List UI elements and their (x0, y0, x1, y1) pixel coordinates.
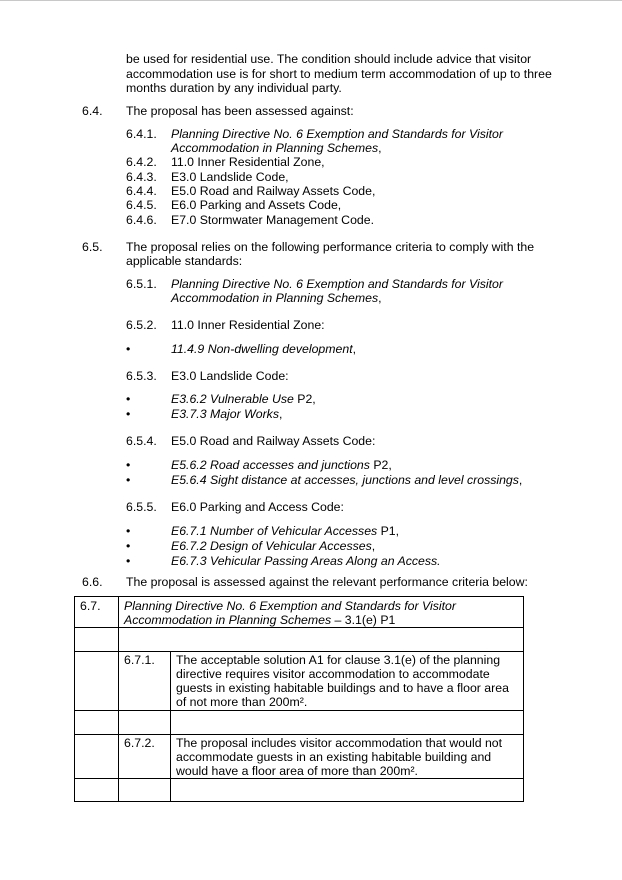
item-6-4-2-text: 11.0 Inner Residential Zone, (171, 155, 325, 169)
table-row-6-7-1-line-1: The acceptable solution A1 for clause 3.1(e) of the planning (176, 653, 501, 667)
section-6-5-line-1: The proposal relies on the following performance criteria to comply with the (126, 240, 535, 254)
item-6-4-3-number: 6.4.3. (126, 170, 157, 184)
table-row-6-7-1-number: 6.7.1. (124, 653, 155, 667)
table-heading-line-1: Planning Directive No. 6 Exemption and Standards for Visitor (124, 599, 456, 613)
table-section-number: 6.7. (80, 599, 101, 613)
item-6-4-3-text: E3.0 Landslide Code, (171, 170, 289, 184)
item-6-5-1-title: Accommodation in Planning Schemes (171, 291, 379, 305)
bullet-item-suffix: , (518, 473, 523, 487)
bullet-item-e6-7-2 (171, 539, 375, 554)
bullet-item-title: E5.6.4 Sight distance at accesses, junctions and level crossings (171, 473, 519, 487)
bullet-item-title: E6.7.2 Design of Vehicular Accesses (171, 539, 372, 553)
bullet: • (126, 554, 131, 568)
bullet: • (126, 524, 131, 538)
item-6-4-5-number: 6.4.5. (126, 198, 157, 212)
item-6-4-1-line-2 (171, 141, 382, 156)
table-row-6-7-1-line-4: of not more than 200m². (176, 695, 308, 709)
bullet-item-suffix: , (278, 407, 283, 421)
section-6-6-number: 6.6. (82, 575, 103, 589)
bullet-item-e6-7-1 (171, 524, 399, 539)
item-6-4-5-text: E6.0 Parking and Assets Code, (171, 198, 342, 212)
table-row-6-7-2-line-1: The proposal includes visitor accommodation that would not (176, 736, 503, 750)
table-row-divider (74, 710, 524, 711)
bullet-item-title: E5.6.2 Road accesses and junctions (171, 458, 370, 472)
bullet: • (126, 539, 131, 553)
item-6-5-2-text: 11.0 Inner Residential Zone: (171, 318, 325, 332)
item-6-5-3-text: E3.0 Landslide Code: (171, 369, 289, 383)
bullet: • (126, 473, 131, 487)
table-column-divider (170, 651, 171, 802)
bullet-item-title: E6.7.1 Number of Vehicular Accesses (171, 524, 378, 538)
item-6-4-6-text: E7.0 Stormwater Management Code. (171, 213, 375, 227)
item-6-5-5-number: 6.5.5. (126, 500, 157, 514)
item-6-4-1-number: 6.4.1. (126, 127, 157, 141)
bullet: • (126, 342, 131, 356)
section-6-6-text: The proposal is assessed against the relevant performance criteria below: (126, 575, 528, 589)
item-6-5-1-line-2 (171, 291, 382, 306)
item-6-4-4-number: 6.4.4. (126, 184, 157, 198)
table-row-6-7-2-number: 6.7.2. (124, 736, 155, 750)
bullet-item-suffix: , (352, 342, 357, 356)
bullet-item-suffix: , (371, 539, 376, 553)
bullet-item-suffix: P2, (369, 458, 392, 472)
item-6-5-1-line-1: Planning Directive No. 6 Exemption and Standards for Visitor (171, 277, 503, 291)
bullet-item-e3-6-2 (171, 392, 316, 407)
table-heading-line-2 (124, 613, 395, 628)
section-6-4-number: 6.4. (82, 104, 103, 118)
table-row-6-7-1-line-2: directive requires visitor accommodation to accommodate (176, 667, 490, 681)
item-6-4-6-number: 6.4.6. (126, 213, 157, 227)
table-heading-title: Accommodation in Planning Schemes (124, 613, 332, 627)
intro-line-2: accommodation use is for short to medium term accommodation of up to three (126, 67, 552, 81)
bullet-item-e6-7-3: E6.7.3 Vehicular Passing Areas Along an Access. (171, 554, 441, 568)
section-6-5-number: 6.5. (82, 240, 103, 254)
item-6-4-1-suffix: , (378, 141, 382, 155)
item-6-5-3-number: 6.5.3. (126, 369, 157, 383)
bullet: • (126, 458, 131, 472)
bullet-item-title: E3.7.3 Major Works (171, 407, 279, 421)
table-row-divider (74, 734, 524, 735)
item-6-4-1-title: Accommodation in Planning Schemes (171, 141, 379, 155)
item-6-5-1-suffix: , (378, 291, 382, 305)
table-row-6-7-2-line-2: accommodate guests in an existing habitable building and (176, 750, 492, 764)
item-6-4-1-line-1: Planning Directive No. 6 Exemption and Standards for Visitor (171, 127, 503, 141)
bullet-item-e5-6-4 (171, 473, 522, 488)
table-row-6-7-2-line-3: would have a floor area of more than 200m². (176, 764, 418, 778)
page-top-border (0, 0, 622, 1)
item-6-4-4-text: E5.0 Road and Railway Assets Code, (171, 184, 376, 198)
item-6-5-5-text: E6.0 Parking and Access Code: (171, 500, 344, 514)
table-row-divider (74, 651, 524, 652)
table-row-6-7-1-line-3: guests in existing habitable buildings and to have a floor area (176, 681, 509, 695)
item-6-5-4-text: E5.0 Road and Railway Assets Code: (171, 434, 376, 448)
item-6-4-2-number: 6.4.2. (126, 155, 157, 169)
bullet-item-title: 11.4.9 Non-dwelling development (171, 342, 353, 356)
intro-line-3: months duration by any individual party. (126, 81, 342, 95)
table-heading-clause: – 3.1(e) P1 (331, 613, 396, 627)
bullet: • (126, 407, 131, 421)
bullet-item-e3-7-3 (171, 407, 282, 422)
section-6-4-text: The proposal has been assessed against: (126, 104, 354, 118)
item-6-5-2-number: 6.5.2. (126, 318, 157, 332)
bullet-item-suffix: P1, (377, 524, 400, 538)
bullet-item-suffix: P2, (293, 392, 316, 406)
bullet-item-title: E3.6.2 Vulnerable Use (171, 392, 294, 406)
intro-line-1: be used for residential use. The condition should include advice that visitor (126, 52, 532, 66)
item-6-5-4-number: 6.5.4. (126, 434, 157, 448)
item-6-5-1-number: 6.5.1. (126, 277, 157, 291)
section-6-5-line-2: applicable standards: (126, 254, 243, 268)
bullet-item-e5-6-2 (171, 458, 392, 473)
bullet: • (126, 392, 131, 406)
bullet-item-11-4-9 (171, 342, 356, 357)
